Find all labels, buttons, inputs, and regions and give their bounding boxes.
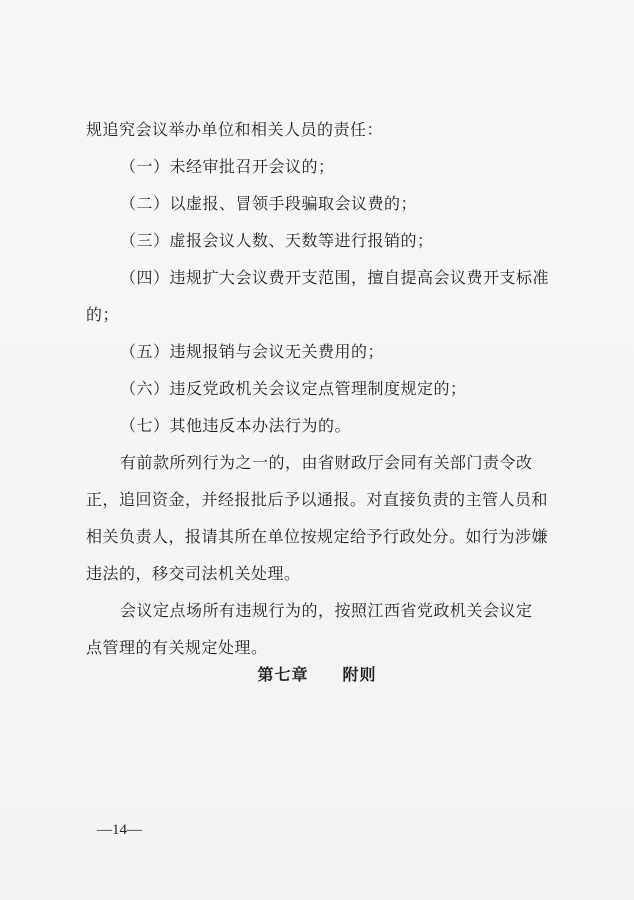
paragraph-line: 违法的，移交司法机关处理。 [86,564,301,583]
list-item: （七）其他违反本办法行为的。 [120,416,352,435]
list-item: （四）违规扩大会议费开支范围，擅自提高会议费开支标准 [120,268,550,287]
list-item: （六）违反党政机关会议定点管理制度规定的； [120,379,467,398]
list-item: （三）虚报会议人数、天数等进行报销的； [120,231,434,250]
list-item: （二）以虚报、冒领手段骗取会议费的； [120,194,418,213]
chapter-title: 第七章 附则 [257,665,377,684]
paragraph-line: 正，追回资金，并经报批后予以通报。对直接负责的主管人员和 [86,490,549,509]
paragraph-line: 会议定点场所有违规行为的，按照江西省党政机关会议定 [120,601,533,620]
paragraph-line: 相关负责人，报请其所在单位按规定给予行政处分。如行为涉嫌 [86,527,549,546]
page-number: —14— [97,822,142,838]
text-line: 规追究会议举办单位和相关人员的责任： [86,120,384,139]
list-item: （一）未经审批召开会议的； [120,157,335,176]
text-line: 的； [86,305,120,324]
paragraph-line: 有前款所列行为之一的，由省财政厅会同有关部门责令改 [120,453,533,472]
body-text [86,111,552,666]
list-item: （五）违规报销与会议无关费用的； [120,342,385,361]
paragraph-line: 点管理的有关规定处理。 [86,638,268,657]
